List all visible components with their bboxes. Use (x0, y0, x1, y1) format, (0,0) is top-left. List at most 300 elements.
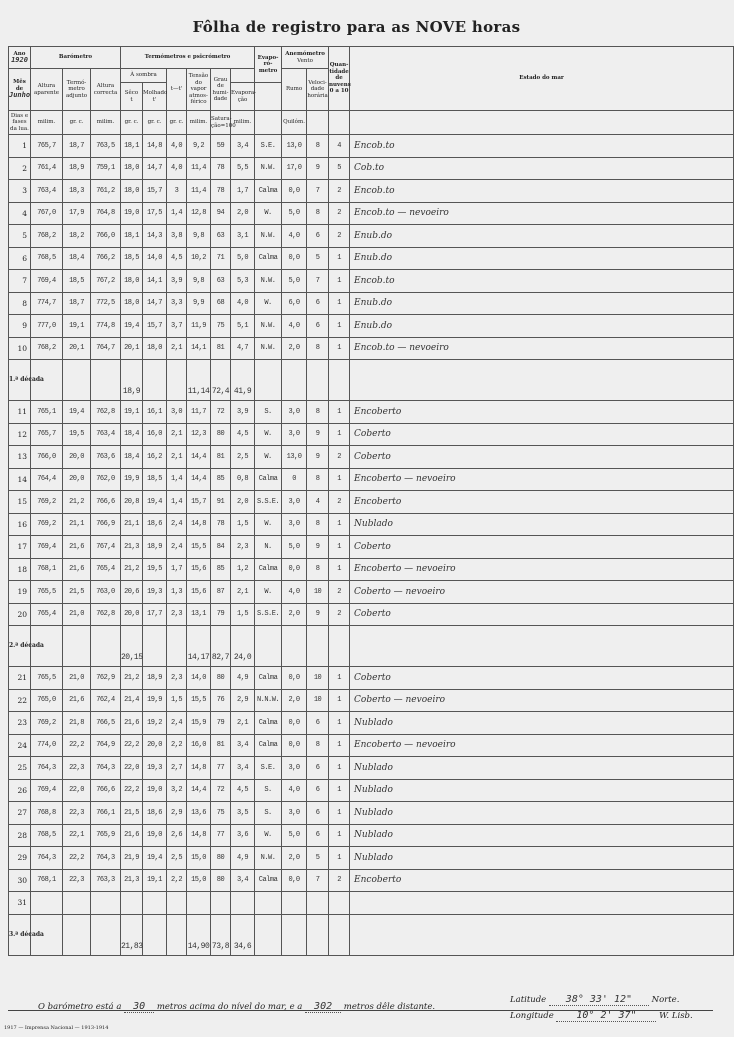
cell-seco: 21,2 (121, 558, 143, 581)
cell-rumo: W. (255, 581, 282, 604)
cell-evap: 4,5 (231, 779, 255, 802)
cell-seco: 18,0 (121, 270, 143, 293)
day-number: 4 (9, 202, 31, 225)
cell-alt: 761,4 (31, 157, 63, 180)
cell-seco: 21,5 (121, 802, 143, 825)
cell-mar: 2 (329, 491, 350, 514)
cell-mol: 19,0 (143, 824, 167, 847)
cell-evap: 2,1 (231, 712, 255, 735)
cell-vel: 4,0 (282, 315, 307, 338)
cell-grau: 75 (211, 802, 231, 825)
cell-evap: 4,7 (231, 337, 255, 360)
cell-tt: 1,4 (167, 202, 187, 225)
cell-evap: 5,1 (231, 315, 255, 338)
cell-sky: Encoberto — nevoeiro (350, 468, 734, 491)
cell-seco: 21,9 (121, 847, 143, 870)
cell-mol (143, 626, 167, 667)
cell-mar: 2 (329, 202, 350, 225)
table-row (9, 180, 734, 203)
table-row (9, 734, 734, 757)
cell-neb: 10 (307, 689, 329, 712)
cell-sky: Encoberto (350, 401, 734, 424)
cell-term: 21,6 (63, 558, 91, 581)
cell-sky: Encob.to — nevoeiro (350, 337, 734, 360)
cell-vel: 0 (282, 468, 307, 491)
cell-mar: 1 (329, 689, 350, 712)
cell-tt: 2,3 (167, 667, 187, 690)
cell-rumo: W. (255, 423, 282, 446)
cell-tens: 15,9 (187, 712, 211, 735)
table-row (9, 603, 734, 626)
cell-cor: 762,8 (91, 603, 121, 626)
cell-seco: 21,6 (121, 824, 143, 847)
cell-tens: 16,0 (187, 734, 211, 757)
cell-evap: 3,4 (231, 757, 255, 780)
cell-alt: 767,0 (31, 202, 63, 225)
cell-term: 22,3 (63, 757, 91, 780)
cell-mol: 15,7 (143, 315, 167, 338)
cell-term: 19,1 (63, 315, 91, 338)
cell-term: 18,2 (63, 225, 91, 248)
cell-cor: 767,2 (91, 270, 121, 293)
cell-vel: 4,0 (282, 581, 307, 604)
table-row (9, 892, 734, 915)
cell-sky: Encob.to (350, 180, 734, 203)
cell-mol: 19,3 (143, 581, 167, 604)
cell-grau: 72 (211, 401, 231, 424)
cell-mar: 1 (329, 247, 350, 270)
cell-term: 22,3 (63, 869, 91, 892)
cell-grau: 84 (211, 536, 231, 559)
cell-rumo: S.S.E. (255, 491, 282, 514)
cell-vel: 5,0 (282, 824, 307, 847)
cell-tens: 14,1 (187, 337, 211, 360)
cell-term: 21,6 (63, 689, 91, 712)
cell-mol (143, 892, 167, 915)
cell-rumo: N. (255, 536, 282, 559)
table-row (9, 869, 734, 892)
cell-grau: 77 (211, 757, 231, 780)
cell-grau: 87 (211, 581, 231, 604)
day-number: 15 (9, 491, 31, 514)
cell-seco: 18,1 (121, 135, 143, 158)
day-number: 20 (9, 603, 31, 626)
cell-cor (91, 914, 121, 955)
day-number: 21 (9, 667, 31, 690)
cell-vel: 2,0 (282, 603, 307, 626)
table-row (9, 315, 734, 338)
cell-seco: 18,9 (121, 360, 143, 401)
barometer-header: Barómetro (31, 47, 121, 69)
cell-mar: 5 (329, 157, 350, 180)
table-row (9, 558, 734, 581)
cell-mar (329, 626, 350, 667)
cell-mar: 1 (329, 270, 350, 293)
cell-tt: 3,9 (167, 270, 187, 293)
cell-rumo: S.E. (255, 135, 282, 158)
cell-cor: 763,4 (91, 423, 121, 446)
table-row (9, 491, 734, 514)
cell-tens: 15,5 (187, 536, 211, 559)
cell-mol: 16,0 (143, 423, 167, 446)
cell-tt: 3,3 (167, 292, 187, 315)
cell-vel: 3,0 (282, 802, 307, 825)
cell-alt: 768,1 (31, 869, 63, 892)
table-row (9, 536, 734, 559)
table-row (9, 667, 734, 690)
cell-vel: 5,0 (282, 202, 307, 225)
cell-vel: 0,0 (282, 667, 307, 690)
cell-alt: 766,0 (31, 446, 63, 469)
cell-mol: 18,6 (143, 513, 167, 536)
cell-evap: 5,3 (231, 270, 255, 293)
cell-evap: 2,0 (231, 491, 255, 514)
cell-vel: 0,0 (282, 734, 307, 757)
cell-neb: 9 (307, 423, 329, 446)
cell-evap: 41,9 (231, 360, 255, 401)
cell-grau: 81 (211, 446, 231, 469)
speed-header: Veloci-dade horária (307, 69, 329, 111)
cell-neb: 6 (307, 824, 329, 847)
cell-tt: 1,4 (167, 468, 187, 491)
cell-alt: 768,2 (31, 337, 63, 360)
day-number: 12 (9, 423, 31, 446)
cell-mol: 20,0 (143, 734, 167, 757)
cell-term (63, 892, 91, 915)
cell-seco: 21,1 (121, 513, 143, 536)
latitude: Latitude 38° 33' 12" Norte. (510, 994, 680, 1005)
cell-tt: 2,2 (167, 734, 187, 757)
cell-seco: 21,2 (121, 667, 143, 690)
day-number: 22 (9, 689, 31, 712)
cell-cor: 762,4 (91, 689, 121, 712)
cell-grau: 63 (211, 225, 231, 248)
day-number: 1 (9, 135, 31, 158)
cell-tt: 2,4 (167, 712, 187, 735)
cell-tens: 9,2 (187, 135, 211, 158)
cell-tens: 12,8 (187, 202, 211, 225)
cell-cor: 762,9 (91, 667, 121, 690)
cell-sky: Coberto (350, 603, 734, 626)
cell-cor: 765,4 (91, 558, 121, 581)
cell-neb: 5 (307, 247, 329, 270)
cell-mar: 1 (329, 315, 350, 338)
cell-seco: 21,83 (121, 914, 143, 955)
cell-neb: 8 (307, 401, 329, 424)
cell-seco: 18,4 (121, 423, 143, 446)
cell-sky (350, 360, 734, 401)
day-number: 11 (9, 401, 31, 424)
register-table (8, 46, 734, 956)
cell-rumo: N.W. (255, 270, 282, 293)
cell-neb: 9 (307, 446, 329, 469)
cell-cor: 766,5 (91, 712, 121, 735)
unit-gr: gr. c. (143, 111, 167, 135)
day-number: 31 (9, 892, 31, 915)
cell-term: 18,4 (63, 247, 91, 270)
cell-sky: Coberto (350, 667, 734, 690)
cell-neb: 6 (307, 802, 329, 825)
cell-tens: 14,4 (187, 446, 211, 469)
unit-quilom: Quilóm. (282, 111, 307, 135)
cell-evap: 5,0 (231, 247, 255, 270)
cell-rumo: W. (255, 824, 282, 847)
days-header: Dias e fases da lua. (9, 111, 31, 135)
cell-vel: 13,0 (282, 135, 307, 158)
cell-mol: 18,9 (143, 667, 167, 690)
cell-tens: 15,0 (187, 847, 211, 870)
cell-cor: 764,3 (91, 757, 121, 780)
cell-vel: 6,0 (282, 292, 307, 315)
anemometer-header: Anemómetro Vento (282, 47, 329, 69)
cell-vel: 17,0 (282, 157, 307, 180)
day-number: 13 (9, 446, 31, 469)
cell-alt: 769,4 (31, 536, 63, 559)
cell-grau: 78 (211, 513, 231, 536)
cell-term: 20,0 (63, 446, 91, 469)
cell-cor: 763,6 (91, 446, 121, 469)
cell-grau: 68 (211, 292, 231, 315)
cell-mol: 18,0 (143, 337, 167, 360)
cell-mar: 1 (329, 401, 350, 424)
cell-tens: 13,1 (187, 603, 211, 626)
day-number: 16 (9, 513, 31, 536)
cell-mol: 14,3 (143, 225, 167, 248)
cell-neb (307, 360, 329, 401)
cell-alt: 768,2 (31, 225, 63, 248)
cell-term: 21,8 (63, 712, 91, 735)
cell-evap: 1,5 (231, 513, 255, 536)
cell-tens: 14,0 (187, 667, 211, 690)
cell-mol: 14,7 (143, 157, 167, 180)
unit-gr: gr. c. (167, 111, 187, 135)
cell-seco: 18,1 (121, 225, 143, 248)
cell-sky (350, 626, 734, 667)
table-body (9, 135, 734, 956)
cell-alt: 765,7 (31, 135, 63, 158)
cell-rumo (255, 360, 282, 401)
table-row (9, 824, 734, 847)
cell-mar: 1 (329, 734, 350, 757)
table-row (9, 157, 734, 180)
cell-tens: 14,4 (187, 779, 211, 802)
cell-grau: 85 (211, 468, 231, 491)
cell-mol: 19,9 (143, 689, 167, 712)
cell-term: 18,7 (63, 135, 91, 158)
cell-cor: 772,5 (91, 292, 121, 315)
cell-grau: 94 (211, 202, 231, 225)
cell-neb: 5 (307, 847, 329, 870)
cell-alt: 765,5 (31, 581, 63, 604)
cell-tt: 2,6 (167, 824, 187, 847)
decade-summary-row (9, 360, 734, 401)
table-row (9, 757, 734, 780)
cell-neb: 6 (307, 225, 329, 248)
cell-term (63, 360, 91, 401)
cell-mar: 2 (329, 869, 350, 892)
cell-seco: 21,3 (121, 869, 143, 892)
cell-vel: 2,0 (282, 689, 307, 712)
cell-term: 22,2 (63, 734, 91, 757)
cell-rumo: W. (255, 513, 282, 536)
cell-sky: Enub.do (350, 315, 734, 338)
cell-term: 21,6 (63, 536, 91, 559)
cell-tt: 4,5 (167, 247, 187, 270)
cell-tt: 4,0 (167, 135, 187, 158)
cell-mol: 17,5 (143, 202, 167, 225)
cell-tens: 9,8 (187, 270, 211, 293)
cell-alt: 764,3 (31, 757, 63, 780)
cell-seco: 22,2 (121, 734, 143, 757)
cell-sky: Nublado (350, 824, 734, 847)
cell-sky: Encob.to — nevoeiro (350, 202, 734, 225)
cell-term: 18,5 (63, 270, 91, 293)
cell-tt: 3,8 (167, 225, 187, 248)
cell-term: 18,3 (63, 180, 91, 203)
cell-vel: 0,0 (282, 558, 307, 581)
cell-mol: 19,4 (143, 847, 167, 870)
cell-term: 19,4 (63, 401, 91, 424)
cell-cor (91, 892, 121, 915)
cell-seco: 20,1 (121, 337, 143, 360)
cell-alt: 765,4 (31, 603, 63, 626)
cell-tens: 14,8 (187, 824, 211, 847)
cell-vel: 3,0 (282, 757, 307, 780)
cell-vel (282, 360, 307, 401)
table-row (9, 446, 734, 469)
cell-alt: 765,5 (31, 667, 63, 690)
cell-mar: 1 (329, 824, 350, 847)
cell-tens: 11,14 (187, 360, 211, 401)
cell-grau: 72,4 (211, 360, 231, 401)
cell-rumo: Calma (255, 712, 282, 735)
cell-cor: 766,1 (91, 802, 121, 825)
cell-neb: 6 (307, 757, 329, 780)
cell-vel: 0,0 (282, 712, 307, 735)
cell-mol: 17,7 (143, 603, 167, 626)
cell-evap: 2,0 (231, 202, 255, 225)
cell-rumo: N.W. (255, 157, 282, 180)
cell-mar: 2 (329, 225, 350, 248)
cell-tt: 2,4 (167, 536, 187, 559)
cell-cor: 762,8 (91, 401, 121, 424)
cell-term: 21,2 (63, 491, 91, 514)
cell-term (63, 626, 91, 667)
cell-grau: 80 (211, 847, 231, 870)
cell-neb: 8 (307, 135, 329, 158)
cell-cor: 763,5 (91, 135, 121, 158)
cell-evap: 3,6 (231, 824, 255, 847)
decade-label: 2.ª década (9, 626, 31, 667)
cell-evap: 3,4 (231, 135, 255, 158)
cell-grau: 76 (211, 689, 231, 712)
cell-tens: 11,9 (187, 315, 211, 338)
cell-neb: 10 (307, 667, 329, 690)
cell-vel: 0,0 (282, 180, 307, 203)
cell-seco: 21,4 (121, 689, 143, 712)
cell-neb: 9 (307, 157, 329, 180)
cell-mol: 19,3 (143, 757, 167, 780)
table-row (9, 225, 734, 248)
cell-seco: 19,9 (121, 468, 143, 491)
cell-term: 21,0 (63, 667, 91, 690)
cell-tens: 15,7 (187, 491, 211, 514)
cell-neb: 8 (307, 558, 329, 581)
unit-milim: milim. (231, 111, 255, 135)
cell-evap: 3,1 (231, 225, 255, 248)
cell-vel (282, 626, 307, 667)
cell-term: 21,0 (63, 603, 91, 626)
cell-seco: 21,3 (121, 536, 143, 559)
cell-rumo: W. (255, 292, 282, 315)
attached-thermometer-header: Termó-metro adjunto (63, 69, 91, 111)
cell-evap: 1,2 (231, 558, 255, 581)
cell-alt: 763,4 (31, 180, 63, 203)
cell-mar: 4 (329, 135, 350, 158)
corrected-height-header: Altura correcta (91, 69, 121, 111)
cell-vel: 3,0 (282, 513, 307, 536)
cell-neb: 4 (307, 491, 329, 514)
cell-tt: 2,5 (167, 847, 187, 870)
cell-mol: 18,5 (143, 468, 167, 491)
cell-grau: 72 (211, 779, 231, 802)
cell-rumo: N.W. (255, 315, 282, 338)
cell-tt: 2,2 (167, 869, 187, 892)
cell-alt: 768,1 (31, 558, 63, 581)
cell-neb (307, 914, 329, 955)
cell-evap: 2,5 (231, 446, 255, 469)
cell-mar (329, 360, 350, 401)
barometer-note: O barómetro está a 30 metros acima do nível do mar, e a 302 metros dêle distante. (38, 1001, 436, 1012)
cell-cor: 774,8 (91, 315, 121, 338)
cell-term: 21,5 (63, 581, 91, 604)
cell-tt (167, 360, 187, 401)
cell-alt: 769,4 (31, 779, 63, 802)
printer-imprint: 1917 — Imprensa Nacional — 1913-1914 (4, 1025, 109, 1031)
cell-neb: 8 (307, 468, 329, 491)
cell-alt (31, 892, 63, 915)
cell-tens: 14,4 (187, 468, 211, 491)
cell-seco: 19,0 (121, 202, 143, 225)
table-row (9, 689, 734, 712)
cell-mol (143, 360, 167, 401)
cell-grau: 77 (211, 824, 231, 847)
cell-mar: 2 (329, 180, 350, 203)
cell-seco: 18,0 (121, 157, 143, 180)
cell-cor: 764,3 (91, 847, 121, 870)
cell-rumo: W. (255, 202, 282, 225)
cell-sky: Encoberto (350, 869, 734, 892)
table-row (9, 292, 734, 315)
cell-sky: Nublado (350, 802, 734, 825)
cell-evap: 34,6 (231, 914, 255, 955)
cell-grau: 78 (211, 157, 231, 180)
cell-tt: 4,0 (167, 157, 187, 180)
cell-grau: 85 (211, 558, 231, 581)
cell-sky: Encob.to (350, 135, 734, 158)
cell-alt: 774,7 (31, 292, 63, 315)
cell-neb: 9 (307, 536, 329, 559)
table-header (9, 47, 734, 135)
vapour-tension-header: Tensão do vapor atmos-férico (187, 69, 211, 111)
cell-seco: 22,0 (121, 757, 143, 780)
cell-tt: 2,1 (167, 423, 187, 446)
cell-tens: 11,4 (187, 157, 211, 180)
cell-neb: 6 (307, 712, 329, 735)
cell-sky: Coberto — nevoeiro (350, 581, 734, 604)
t-minus-header: t—t' (167, 69, 187, 111)
cell-mar: 2 (329, 581, 350, 604)
